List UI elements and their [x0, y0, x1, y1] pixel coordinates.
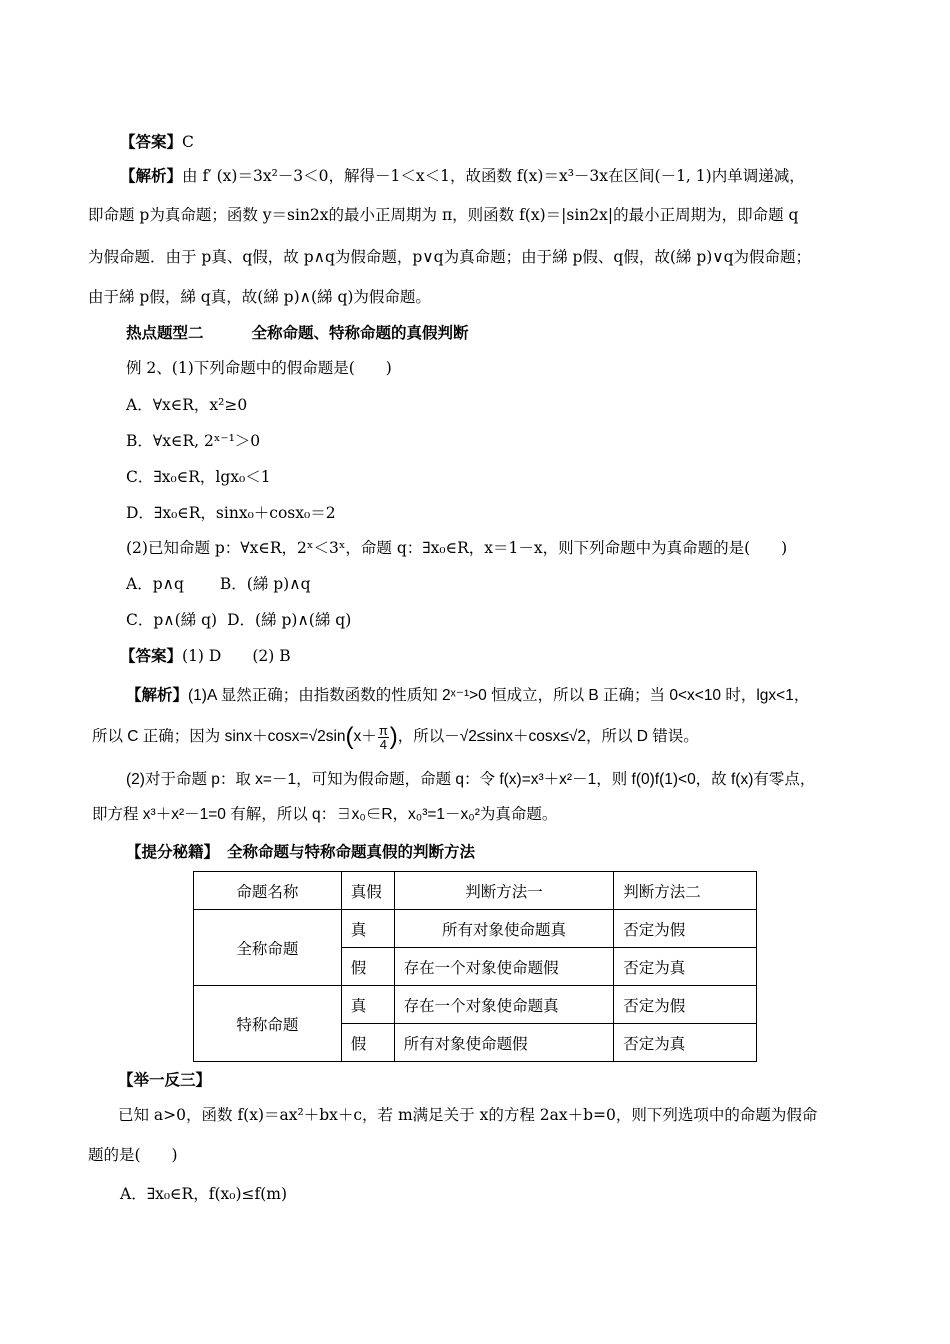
table-cell: 所有对象使命题假: [394, 1024, 614, 1062]
header-cell: 命题名称: [194, 872, 342, 910]
table-cell: 假: [341, 1024, 394, 1062]
header-cell: 真假: [341, 872, 394, 910]
judgment-method-table: [193, 871, 757, 1062]
practice-option-a: A．∃x₀∈R，f(x₀)≤f(m): [120, 1185, 288, 1203]
example2-question1: 例 2、(1)下列命题中的假命题是( ): [126, 359, 392, 377]
section-title: 全称命题、特称命题的真假判断: [251, 323, 469, 342]
tips-heading: [126, 842, 475, 862]
header-cell: 判断方法二: [614, 872, 757, 910]
tips-title: 全称命题与特称命题真假的判断方法: [227, 842, 476, 861]
table-cell: 真: [341, 910, 394, 948]
group-name-cell: 全称命题: [194, 910, 342, 986]
table-row: [194, 986, 757, 1024]
section-label: 热点题型二: [126, 323, 204, 342]
practice-line2: 题的是( ): [88, 1146, 178, 1164]
practice-label: 【举一反三】: [118, 1070, 212, 1089]
example2-q2-row2: [126, 610, 351, 630]
answer-line-1: [120, 132, 194, 152]
answer2-label: 【答案】: [120, 646, 183, 665]
table-cell: 真: [341, 986, 394, 1024]
analysis2-line1: [126, 686, 809, 706]
table-cell: 存在一个对象使命题假: [394, 948, 614, 986]
table-cell: 否定为真: [614, 1024, 757, 1062]
example2-option-a: A．∀x∈R，x²≥0: [126, 396, 248, 414]
analysis2-line4: 即方程 x³＋x²－1=0 有解，所以 q：∃x₀∈R，x₀³=1－x₀²为真命题。: [92, 806, 558, 823]
answer-line-2: [120, 646, 291, 666]
analysis2-label: 【解析】: [126, 687, 189, 704]
header-cell: 判断方法一: [394, 872, 614, 910]
analysis1-line3: 为假命题．由于 p真、q假，故 p∧q为假命题，p∨q为真命题；由于綈 p假、q假，故(綈 p)∨q为假命题；: [88, 248, 812, 266]
paren-close: ): [389, 723, 398, 750]
table-row: [194, 910, 757, 948]
example2-option-c: C．∃x₀∈R，lgx₀＜1: [126, 468, 271, 486]
table-cell: 所有对象使命题真: [394, 910, 614, 948]
example2-q2-row1: [126, 574, 311, 594]
answer-label: 【答案】: [120, 132, 183, 151]
table-cell: 假: [341, 948, 394, 986]
example2-option-d: D．∃x₀∈R，sinx₀＋cosx₀＝2: [126, 504, 336, 522]
fraction-numerator: π: [378, 722, 388, 738]
analysis2-text1: (1)A 显然正确；由指数函数的性质知 2ˣ⁻¹>0 恒成立，所以 B 正确；当 0<x<10 时，lgx<1，: [188, 687, 810, 704]
fraction-denominator: 4: [379, 736, 387, 752]
q2-option-c: C．p∧(綈 q): [126, 611, 218, 629]
q2-option-b: B．(綈 p)∧q: [219, 575, 311, 593]
analysis1-line4: 由于綈 p假，綈 q真，故(綈 p)∧(綈 q)为假命题。: [88, 288, 431, 306]
analysis2-line3: (2)对于命题 p：取 x=－1，可知为假命题，命题 q：令 f(x)=x³＋x²－1，则 f(0)f(1)<0，故 f(x)有零点，: [126, 771, 816, 788]
table-header-row: [194, 872, 757, 910]
tips-label: 【提分秘籍】: [126, 842, 220, 861]
answer-value: C: [182, 133, 194, 151]
analysis1-line1: [120, 166, 805, 186]
analysis-label: 【解析】: [120, 166, 183, 185]
table-cell: 否定为假: [614, 910, 757, 948]
table-cell: 否定为假: [614, 986, 757, 1024]
table-cell: 存在一个对象使命题真: [394, 986, 614, 1024]
q2-option-d: D．(綈 p)∧(綈 q): [227, 611, 352, 629]
analysis2-text2b: ，所以－√2≤sinx＋cosx≤√2，所以 D 错误。: [397, 728, 699, 746]
example2-option-b: B．∀x∈R, 2ˣ⁻¹＞0: [126, 432, 261, 450]
analysis1-line2: 即命题 p为真命题；函数 y＝sin2x的最小正周期为 π，则函数 f(x)＝|sin2x|的最小正周期为，即命题 q: [88, 206, 799, 224]
analysis2-text2a: 所以 C 正确；因为 sinx＋cosx=√2sin: [92, 728, 346, 746]
analysis1-text1: 由 f′ (x)＝3x²－3＜0，解得－1＜x＜1，故函数 f(x)＝x³－3x在区间(－1, 1)内单调递减，: [182, 167, 805, 185]
pi-over-4-fraction: [378, 724, 389, 751]
analysis2-line2: 所以 C 正确；因为 sinx＋cosx=√2sin(x＋ $\frac{\pi}{4}$ )，所以－√2≤sinx＋cosx≤√2，所以 D 错误。: [92, 722, 699, 752]
group-name-cell: 特称命题: [194, 986, 342, 1062]
example2-question2: (2)已知命题 p：∀x∈R，2ˣ＜3ˣ，命题 q：∃x₀∈R，x＝1－x，则下列命题中为真命题的是( ): [126, 539, 788, 557]
section-heading: [126, 323, 469, 343]
answer2-value: (1) D (2) B: [182, 647, 291, 665]
table-cell: 否定为真: [614, 948, 757, 986]
paren-open: (: [345, 723, 354, 750]
practice-line1: 已知 a>0，函数 f(x)＝ax²＋bx＋c，若 m满足关于 x的方程 2ax＋b=0，则下列选项中的命题为假命: [118, 1106, 818, 1124]
q2-option-a: A．p∧q: [126, 575, 184, 593]
